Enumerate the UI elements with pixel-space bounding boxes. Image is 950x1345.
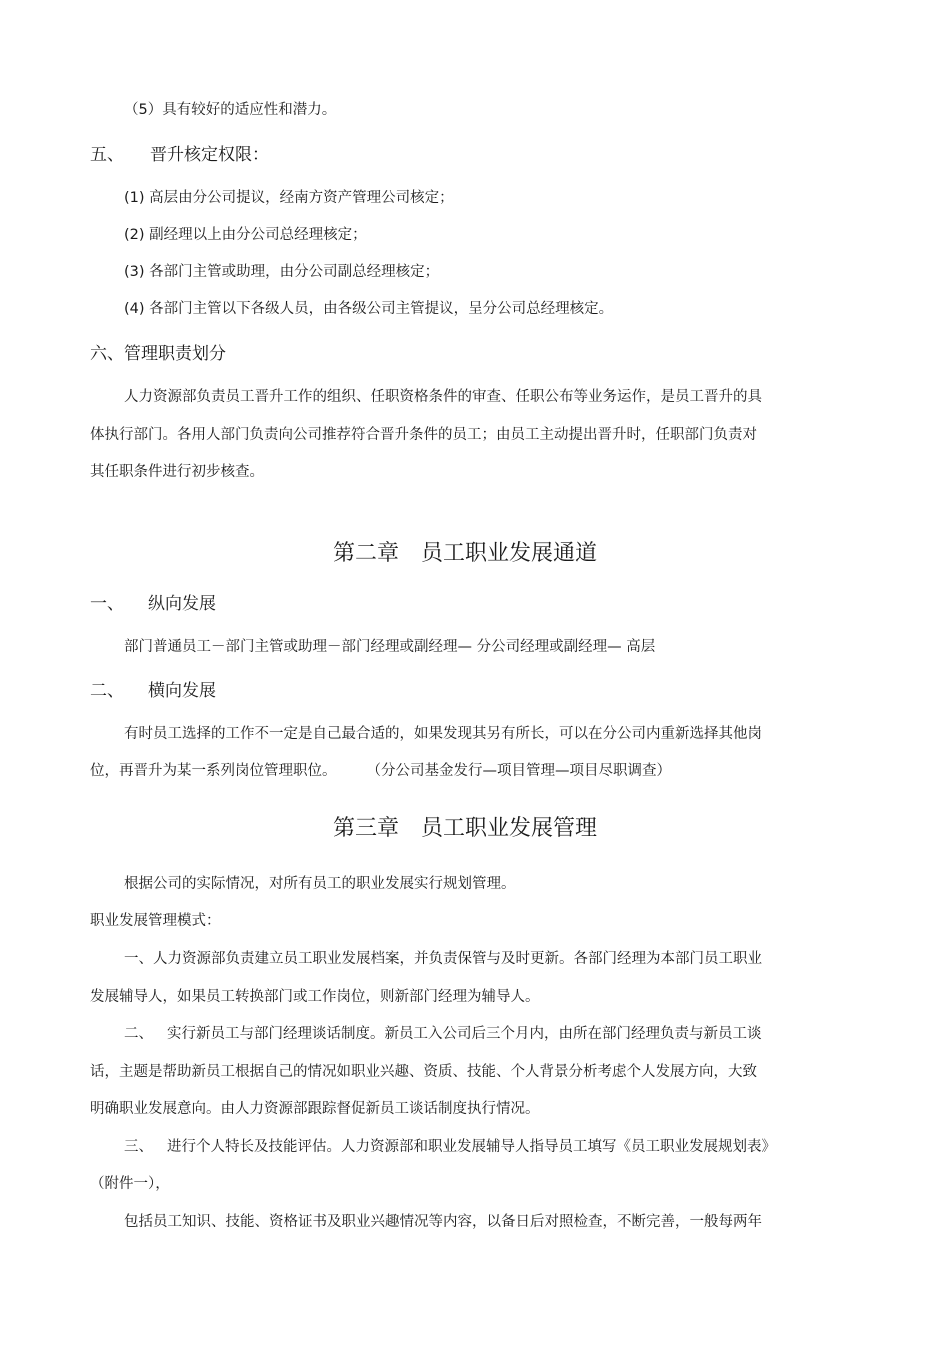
horizontal-development-heading bbox=[90, 681, 216, 701]
section-5-heading bbox=[90, 145, 269, 165]
vertical-development-title: 纵向发展 bbox=[148, 594, 216, 614]
paragraph-note: （分公司基金发行—项目管理—项目尽职调查） bbox=[366, 763, 671, 779]
chapter-3-title: 员工职业发展管理 bbox=[421, 816, 598, 841]
paragraph-line: 一、人力资源部负责建立员工职业发展档案，并负责保管与及时更新。各部门经理为本部门员工职业 bbox=[124, 951, 762, 967]
chapter-2-heading bbox=[0, 539, 930, 569]
chapter-2-number: 第二章 bbox=[332, 541, 399, 566]
paragraph-line bbox=[90, 761, 671, 781]
paragraph-line: （附件一）， bbox=[90, 1176, 170, 1192]
paragraph-line bbox=[124, 1024, 762, 1044]
vertical-path-text: 部门普通员工－部门主管或助理－部门经理或副经理— 分公司经理或副经理— 高层 bbox=[124, 639, 656, 655]
paragraph-line: 明确职业发展意向。由人力资源部跟踪督促新员工谈话制度执行情况。 bbox=[90, 1101, 540, 1117]
list-item: (3) 各部门主管或助理，由分公司副总经理核定； bbox=[124, 264, 440, 280]
list-item: (1) 高层由分公司提议，经南方资产管理公司核定； bbox=[124, 190, 454, 206]
horizontal-development-title: 横向发展 bbox=[148, 681, 216, 701]
paragraph-line: 话，主题是帮助新员工根据自己的情况如职业兴趣、资质、技能、个人背景分析考虑个人发展方向，大致 bbox=[90, 1064, 757, 1080]
paragraph-text: 进行个人特长及技能评估。人力资源部和职业发展辅导人指导员工填写《员工职业发展规划表》 bbox=[167, 1139, 776, 1155]
section-5-title: 晋升核定权限： bbox=[150, 145, 269, 165]
list-item: (2) 副经理以上由分公司总经理核定； bbox=[124, 227, 367, 243]
paragraph-text: 位，再晋升为某一系列岗位管理职位。 bbox=[90, 763, 337, 779]
paragraph-line: 人力资源部负责员工晋升工作的组织、任职资格条件的审查、任职公布等业务运作，是员工晋升的具 bbox=[124, 389, 762, 405]
section-5-number: 五、 bbox=[90, 145, 124, 165]
vertical-development-heading bbox=[90, 594, 216, 614]
paragraph-line: 根据公司的实际情况，对所有员工的职业发展实行规划管理。 bbox=[124, 876, 516, 892]
paragraph-line: 职业发展管理模式： bbox=[90, 913, 221, 929]
chapter-3-number: 第三章 bbox=[332, 816, 399, 841]
chapter-2-title: 员工职业发展通道 bbox=[421, 541, 598, 566]
paragraph-text: 实行新员工与部门经理谈话制度。新员工入公司后三个月内，由所在部门经理负责与新员工谈 bbox=[167, 1026, 762, 1042]
paragraph-line: 其任职条件进行初步核查。 bbox=[90, 464, 264, 480]
section-6-heading: 六、管理职责划分 bbox=[90, 344, 226, 364]
horizontal-development-number: 二、 bbox=[90, 681, 124, 701]
item-number: 三、 bbox=[124, 1139, 153, 1155]
paragraph-line: 有时员工选择的工作不一定是自己最合适的，如果发现其另有所长，可以在分公司内重新选择其他岗 bbox=[124, 726, 762, 742]
item-number: 二、 bbox=[124, 1026, 153, 1042]
chapter-3-heading bbox=[0, 814, 930, 844]
paragraph-line bbox=[124, 1137, 776, 1157]
vertical-development-number: 一、 bbox=[90, 594, 124, 614]
paragraph-line: 体执行部门。各用人部门负责向公司推荐符合晋升条件的员工；由员工主动提出晋升时，任职部门负责对 bbox=[90, 427, 757, 443]
paragraph-line: 包括员工知识、技能、资格证书及职业兴趣情况等内容，以备日后对照检查，不断完善，一般每两年 bbox=[124, 1214, 762, 1230]
item-5-adaptability: （5）具有较好的适应性和潜力。 bbox=[124, 102, 337, 118]
paragraph-line: 发展辅导人，如果员工转换部门或工作岗位，则新部门经理为辅导人。 bbox=[90, 989, 540, 1005]
list-item: (4) 各部门主管以下各级人员，由各级公司主管提议，呈分公司总经理核定。 bbox=[124, 301, 614, 317]
